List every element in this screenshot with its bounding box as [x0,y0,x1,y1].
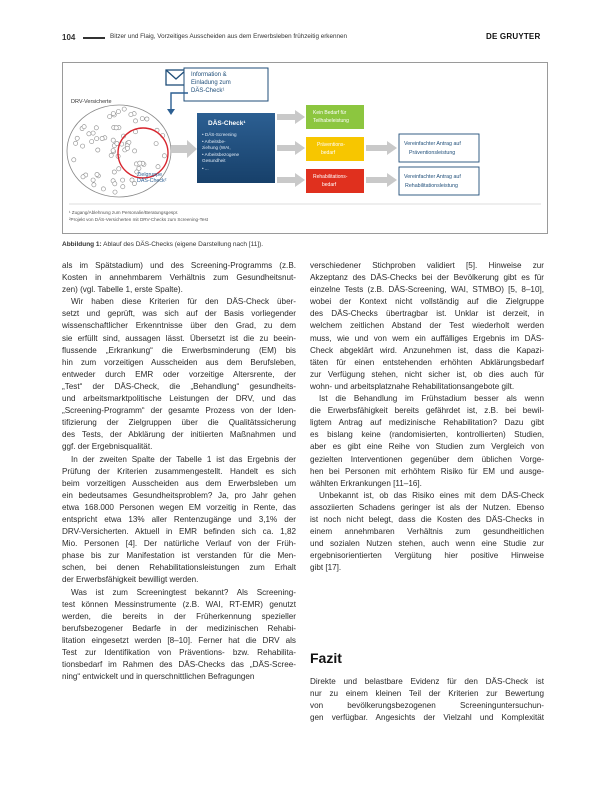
text-line: schen, bei denen Rehabilitationsleistungen zum Erhalt [62,563,296,573]
text-line: ist noch nicht belegt, dass die Kosten des DÄS-Checks in [310,514,544,524]
outcome-box-rehabilitation [399,167,479,195]
text-line: ligtem Antrag auf medizinische Rehabilitation? Dazu gibt [310,418,544,428]
text-line: gen verfügbar. Angesichts der Vielzahl und Komplexität [310,713,544,723]
text-line: flussende „Erkrankung“ die Erwerbsminderung (EM) bis [62,345,296,355]
arrow-to-outcome [366,173,397,187]
person-dot [113,190,117,194]
text-line: hen bei Personen mit erhöhtem Risiko für EM und ausge- [310,466,544,476]
person-dot [121,185,125,189]
outcome-label: Rehabilitationsleistung [405,183,459,189]
result-label: Rehabilitations- [313,174,348,180]
result-label: Teilhabeleistung [313,118,349,124]
text-line: phase bis zur Manifestation ist verstanden für die Men- [62,551,296,561]
info-box-line: Information & [191,72,227,78]
text-line: Prüfung der Kriterien zusammengestellt. Handelt es sich [62,466,296,476]
text-line: ein bedeutsames Gesundheitsproblem? Ja, pro Jahr gehen [62,490,296,500]
text-line: zen) (vgl. Tabelle 1, erste Spalte). [62,285,183,295]
person-dot [81,175,85,179]
person-dot [133,119,137,123]
outcome-label: Präventionsleistung [409,150,456,156]
arrow-to-result [277,173,305,187]
person-dot [74,141,78,145]
outcome-label: Vereinfachter Antrag auf [404,174,461,180]
text-line: ggf. der Ergebnisqualität. [62,442,153,452]
paragraph [310,393,544,490]
text-line: zur Verfügung stehen, nicht sicher ist, ob dies auch für [310,369,544,379]
person-dot [72,158,76,162]
text-line: nur zu einem kleinen Teil der Kriterien zur Bewertung [310,689,544,699]
person-dot [95,172,99,176]
text-line: Unbekannt ist, ob das Risiko eines mit dem DÄS-Check [319,490,544,500]
das-check-item: ziehung (WAI, [202,145,231,150]
text-line: Mio. Personen [4]. Der natürliche Verlauf von der Früh- [62,539,296,549]
arrow-to-outcome [366,141,397,155]
das-check-item: Gesundheit [202,158,226,163]
text-line: ning“ entwickelt und in querschnittlichen Befragungen [62,672,255,682]
caption-text: Ablauf des DÄS-Checks (eigene Darstellung nach [11]). [101,241,264,248]
text-line: litation eingesetzt werden [8–10]. Ferner hat die DRV als [62,635,296,645]
text-line: und sozialen Nutzen stehen, auch wenn eine Studie zur [310,539,544,549]
result-label: Präventions- [317,142,346,148]
person-dot [114,126,118,130]
person-dot [154,142,158,146]
text-line: DRV-Versicherten. Aktuell in EMR befinden sich ca. 1,82 [62,527,296,537]
outcome-label: Vereinfachter Antrag auf [404,141,461,147]
result-box-rehabilitation [306,169,364,193]
person-dot [109,153,113,157]
text-line: aber es gibt eine Reihe von Studien zum Vergleich von [310,442,544,452]
person-dot [112,170,116,174]
paragraph [62,296,296,453]
envelope-icon [166,70,186,85]
text-line: Check abgeklärt wird. Anzunehmen ist, dass die Kapazi- [310,345,544,355]
person-dot [117,167,121,171]
info-arrow-head [167,109,175,115]
text-line: muss, wie und von wem ein auffälliges Ergebnis im DÄS- [310,333,544,343]
text-line: Akzeptanz des DÄS-Checks bei der Bevölkerung gibt es für [310,273,544,283]
text-line: sie erfüllt sind, aussagen lässt. Übersetzt ist die zu beein- [62,333,296,343]
paragraph [310,676,544,724]
text-line: einzelne Tests (z.B. DÄS-Screening, WAI, STMBO) [5, 8–10], [310,285,544,295]
text-line: Kosten in annehmbarem Verhältnis zum Gesundheitsnut- [62,273,296,283]
running-title: Bitzer und Flaig, Vorzeitiges Ausscheiden aus dem Erwerbsleben frühzeitig erkennen [110,33,347,40]
result-label: Kein Bedarf für [313,110,347,116]
text-line: „Test“ der DÄS-Check, die „Behandlung“ gesundheits- [62,381,296,391]
text-line: In der zweiten Spalte der Tabelle 1 ist das Ergebnis der [71,454,296,464]
person-dot [162,154,166,158]
text-line: als im Spätstadium) und des Screening-Programms (z.B. [62,261,296,270]
person-dot [100,136,104,140]
person-dot [90,140,94,144]
person-dot [125,146,129,150]
text-line: Ist die Behandlung im Frühstadium besser als wenn [319,394,544,404]
paragraph [310,490,544,575]
outcome-box-prevention [399,134,479,162]
text-line: tionsbedarf im Rahmen des DÄS-Checks das „DÄS-Scree- [62,660,296,670]
population-label: DRV-Versicherte [71,99,112,105]
text-line: gibt [17]. [310,563,342,573]
person-dot [111,149,115,153]
person-dot [138,161,142,165]
text-line: test können Messinstrumente (z.B. WAI, RT-EMR) genutzt [62,599,296,609]
person-dot [92,183,96,187]
text-line: Test zur Identifikation von Präventions- bzw. Rehabilita- [62,648,296,657]
das-check-item: • ... [202,166,209,171]
person-dot [121,178,125,182]
text-line: entweder durch EMR oder vorzeitige Altersrente, der [62,369,296,379]
figure-caption [62,241,263,248]
text-line: Was ist zum Screeningtest bekannt? Als Screening- [71,587,296,597]
person-dot [81,144,85,148]
text-line: setzt und geprüft, was sich auf der Basis vorliegender [62,309,296,319]
info-box-line: Einladung zum [191,80,231,86]
das-check-item: • Arbeitsbe- [202,139,226,144]
publisher-logo: DE GRUYTER [486,32,541,41]
person-dot [95,137,99,141]
person-dot [130,178,134,182]
person-dot [82,125,86,129]
section-heading-fazit: Fazit [310,650,342,666]
person-dot [91,131,95,135]
person-dot [87,132,91,136]
person-dot [145,117,149,121]
figure-frame [62,62,548,234]
person-dot [129,113,133,117]
result-label: bedarf [321,150,336,156]
result-label: bedarf [322,182,337,188]
text-line: „Screening-Programm“ der gesamte Prozess von der Iden- [62,406,296,416]
person-dot [111,112,115,116]
text-line: der Erwerbsfähigkeit bewilligt werden. [62,575,199,585]
text-line: des DÄS-Checks übertragbar ist. Unklar ist derzeit, in [310,309,544,319]
text-line: wählten Erkrankungen [11–16]. [310,478,422,488]
text-line: verschiedener Stichproben validiert [5]. Hinweise zur [310,261,544,270]
text-line: wobei der Kontext nicht vollständig auf die Zielgruppe [310,297,544,307]
target-group-label: Zielgruppe [137,172,163,178]
result-box-prevention [306,137,364,161]
arrow-to-result [277,141,305,155]
info-box-line: DÄS-Check¹ [191,88,225,94]
result-box-no-need [306,105,364,129]
figure-footnote: ²Projekt von DÄS-Versicherten mit DRV-Checks zum Screening-Test [69,217,209,222]
text-line: es bislang keine (randomisierten, kontrollierten) Studien, [310,430,544,440]
person-dot [113,182,117,186]
text-line: hin zum vorzeitigen Ausscheiden aus dem Berufsleben, [62,357,296,367]
person-dot [115,141,119,145]
paragraph [62,454,296,587]
person-dot [137,166,141,170]
text-line: welchem zeitlichen Abstand der Test wiederholt werden [310,321,544,331]
arrow-to-result [277,110,305,124]
text-line: entspricht etwa 13% aller Rentenzugänge und 3,1% der [62,514,296,524]
paragraph [62,260,296,296]
person-dot [122,107,126,111]
das-check-item: • DÄS-Screening [202,132,237,137]
person-dot [111,138,115,142]
left-column [62,260,296,683]
header-rule [83,37,105,39]
text-line: wissenschaftlicher Erkenntnisse über den Grad, zu dem [62,321,296,331]
text-line: wohn- und arbeitsplatznahe Rehabilitationsangebote gilt. [310,381,515,391]
flow-diagram [63,63,547,233]
text-line: einem annehmbaren Verhältnis zum gesundheitlichen [310,527,544,537]
person-dot [75,136,79,140]
text-line: werden, die bereits in der Früherkennung spezieller [62,611,296,621]
figure-footnote: ¹ Zugang/Ablehnung zum Personalie/Beratungsgespr. [69,210,179,215]
fazit-text [310,676,544,724]
paragraph [310,260,544,393]
page-number: 104 [62,33,76,42]
das-check-item: • Arbeitsbezogene [202,152,240,157]
text-line: und arbeitsmarktpolitische Leistungen der DRV, und das [62,394,296,404]
text-line: von bevölkerungsbezogenen Screeninguntersuchun- [310,701,544,711]
text-line: des Tests, der Abklärung der initiierten Maßnahmen und [62,430,296,440]
text-line: die Erwerbsfähigkeit bereits gefährdet ist, z.B. bei bewil- [310,406,544,416]
person-dot [96,148,100,152]
das-check-title: DÄS-Check¹ [208,120,246,127]
person-dot [133,149,137,153]
person-dot [94,126,98,130]
arrow-to-check [171,140,197,158]
person-dot [91,178,95,182]
paragraph [62,587,296,684]
person-dot [101,187,105,191]
text-line: beim vorzeitigen Ausscheiden aus dem Erwerbsleben um [62,478,296,488]
text-line: assoziierten Schadens geringer ist als der Nutzen. Ebenso [310,502,544,512]
text-line: Wir haben diese Kriterien für den DÄS-Check über- [71,297,296,307]
person-dot [108,115,112,119]
right-column [310,260,544,574]
text-line: etwa 168.000 Personen wegen EM vorzeitig in Rente, das [62,502,296,512]
caption-label: Abbildung 1: [62,241,102,248]
text-line: tifizierung der Zielgruppen über die Qualitätssicherung [62,418,296,428]
target-group-label: DÄS-Check² [137,178,167,184]
person-dot [116,110,120,114]
text-line: Direkte und belastbare Evidenz für den DÄS-Check ist [310,677,544,686]
person-dot [140,117,144,121]
person-dot [156,165,160,169]
text-line: berufsbezogener Bedarfe in der medizinischen Rehabi- [62,623,296,633]
text-line: ergebnisorientierten Vergütung hier positive Hinweise [310,551,544,561]
text-line: gezielten Interventionen gegenüber dem üblichen Vorge- [310,454,544,464]
text-line: täten für einen entstehenden erhöhten Abklärungsbedarf [310,357,544,367]
